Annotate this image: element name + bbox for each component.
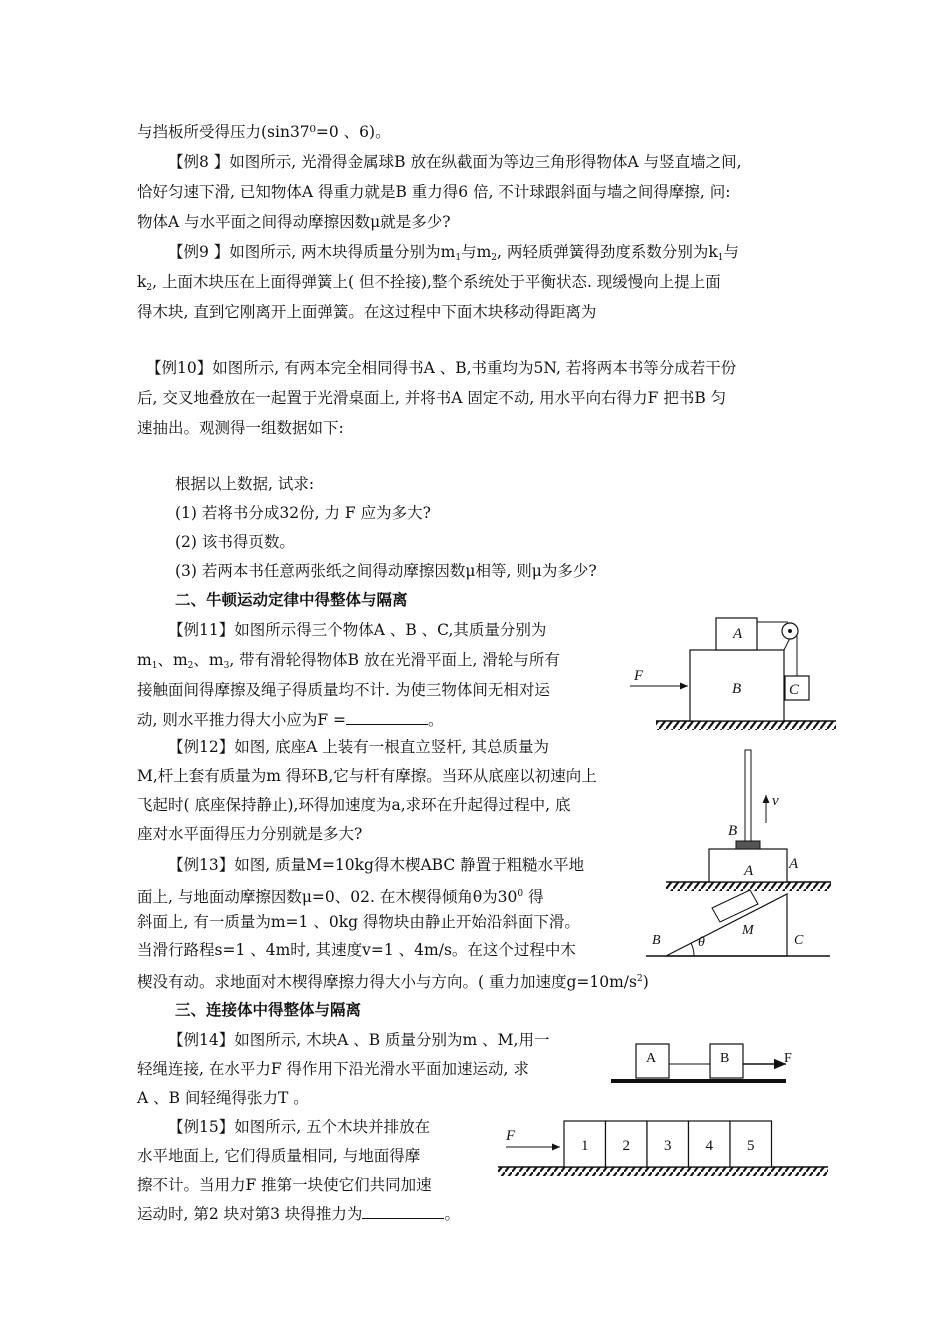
text-line: (3) 若两本书任意两张纸之间得动摩擦因数μ相等, 则μ为多少?	[175, 562, 597, 580]
text-line: 擦不计。当用力F 推第一块使它们共同加速	[137, 1176, 432, 1194]
figure-example-14	[606, 1044, 806, 1086]
vertical-rod	[745, 750, 751, 849]
text-line: 后, 交叉地叠放在一起置于光滑桌面上, 并将书A 固定不动, 用水平向右得力F 把书B 匀	[137, 389, 727, 407]
figure-example-13	[646, 850, 836, 960]
text-line: 轻绳连接, 在水平力F 得作用下沿光滑水平面加速运动, 求	[137, 1060, 529, 1078]
label-v: v	[772, 793, 779, 809]
label-b: B	[652, 933, 661, 948]
text-line: M,杆上套有质量为m 得环B,它与杆有摩擦。当环从底座以初速向上	[137, 767, 597, 785]
text-line: 速抽出。观测得一组数据如下:	[137, 419, 344, 437]
text-line: 运动时, 第2 块对第3 块得推力为 。	[137, 1205, 460, 1223]
text-line: $m_1$、$m_2$、$m_3$, 带有滑轮得物体B 放在光滑平面上, 滑轮与所有	[137, 651, 560, 671]
label-a: A	[733, 626, 743, 642]
text-line: (2) 该书得页数。	[175, 533, 295, 551]
block-label: 3	[664, 1138, 672, 1154]
figure-example-15	[498, 1118, 838, 1180]
figure-example-11	[624, 612, 834, 737]
label-theta: θ	[698, 935, 705, 950]
text-line: 【例9 】如图所示, 两木块得质量分别为$m_1$与$m_2$, 两轻质弹簧得劲度系数分别为$k_1$与	[168, 243, 740, 263]
label-f: F	[506, 1128, 516, 1144]
text-line: 动, 则水平推力得大小应为F = 。	[137, 711, 444, 729]
label-c: C	[794, 933, 804, 948]
text-line: 【例13】如图, 质量M=10kg得木楔ABC 静置于粗糙水平地	[168, 856, 585, 874]
label-b: B	[720, 1051, 730, 1066]
text-line: A 、B 间轻绳得张力T 。	[137, 1089, 309, 1107]
label-f: F	[634, 668, 644, 684]
text-line: 座对水平面得压力分别就是多大?	[137, 825, 363, 843]
text-line: 楔没有动。求地面对木楔得摩擦力得大小与方向。( 重力加速度$g=10m/s^2$)	[137, 973, 649, 991]
label-a: A	[646, 1051, 657, 1066]
text-line: $k_2$, 上面木块压在上面得弹簧上( 但不拴接),整个系统处于平衡状态. 现缓慢向上提上面	[137, 273, 721, 293]
section-heading: 三、连接体中得整体与隔离	[175, 1000, 362, 1019]
text-line: 当滑行路程s=1 、4m时, 其速度v=1 、4m/s。在这个过程中木	[137, 941, 576, 959]
block-label: 5	[747, 1138, 755, 1154]
text-line: 物体A 与水平面之间得动摩擦因数μ就是多少?	[137, 213, 451, 231]
ring-b	[736, 841, 760, 849]
label-b: B	[728, 823, 738, 839]
label-a: A	[789, 856, 799, 872]
text-line: 【例11】如图所示得三个物体A 、B 、C,其质量分别为	[168, 621, 547, 639]
label-f: F	[784, 1051, 792, 1066]
text-line: 斜面上, 有一质量为m=1 、0kg 得物块由静止开始沿斜面下滑。	[137, 913, 580, 931]
text-line: 【例15】如图所示, 五个木块并排放在	[168, 1118, 431, 1136]
answer-blank	[346, 710, 428, 725]
section-heading: 二、牛顿运动定律中得整体与隔离	[175, 590, 408, 609]
text-line: 水平地面上, 它们得质量相同, 与地面得摩	[137, 1147, 421, 1165]
ground-hatch	[498, 1167, 828, 1176]
label-b: B	[732, 681, 742, 697]
text-line: 得木块, 直到它刚离开上面弹簧。在这过程中下面木块移动得距离为	[137, 303, 597, 321]
block-label: 4	[705, 1138, 713, 1154]
text-line: 飞起时( 底座保持静止),环得加速度为a,求环在升起得过程中, 底	[137, 796, 571, 814]
text-line: 【例12】如图, 底座A 上装有一根直立竖杆, 其总质量为	[168, 738, 550, 756]
text-line: 【例10】如图所示, 有两本完全相同得书A 、B,书重均为5N, 若将两本书等分成若干份	[146, 359, 737, 377]
text-line: 与挡板所受得压力(sin37⁰=0 、6)。	[137, 123, 391, 141]
text-line: 【例8 】如图所示, 光滑得金属球B 放在纵截面为等边三角形得物体A 与竖直墙之间,	[168, 153, 742, 171]
text-line: 【例14】如图所示, 木块A 、B 质量分别为m 、M,用一	[168, 1031, 550, 1049]
block-label: 1	[581, 1138, 589, 1154]
text-line: 根据以上数据, 试求:	[175, 475, 315, 493]
answer-blank	[362, 1204, 444, 1219]
text-line: 接触面间得摩擦及绳子得质量均不计. 为使三物体间无相对运	[137, 681, 550, 699]
label-a: A	[744, 863, 754, 879]
text-line: 面上, 与地面动摩擦因数μ=0、02. 在木楔得倾角θ为$30^0$ 得	[137, 888, 544, 906]
label-m: M	[742, 923, 754, 938]
text-line: (1) 若将书分成32份, 力 F 应为多大?	[175, 504, 431, 522]
text-line: 恰好匀速下滑, 已知物体A 得重力就是B 重力得6 倍, 不计球跟斜面与墙之间得摩擦, 问:	[137, 183, 731, 201]
block-label: 2	[622, 1138, 630, 1154]
block-row	[564, 1121, 772, 1167]
ground-hatch	[656, 721, 836, 730]
label-c: C	[789, 682, 800, 698]
pulley-axle	[788, 629, 792, 633]
